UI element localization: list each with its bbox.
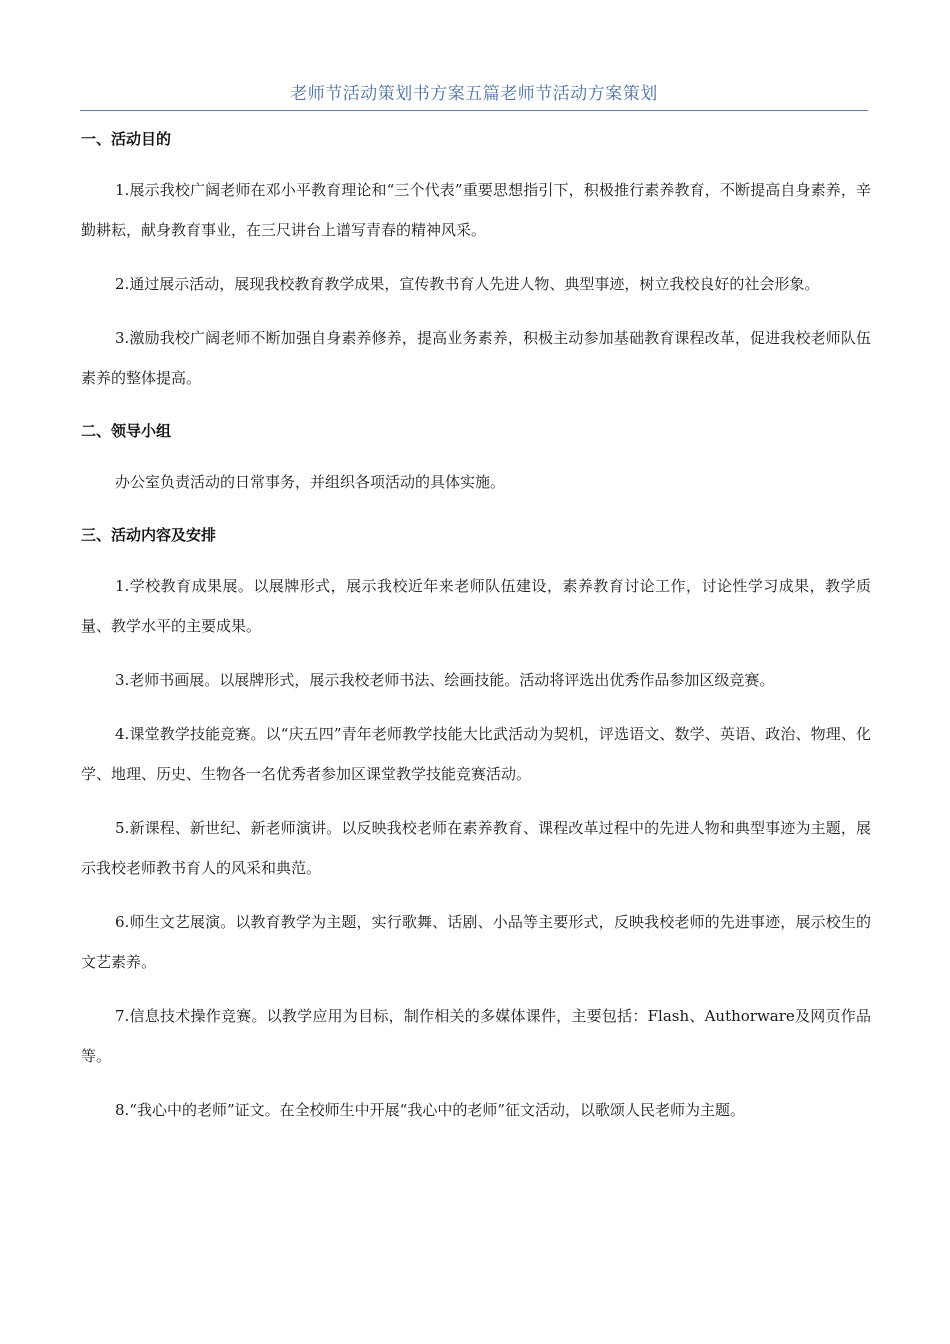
document-title: 老师节活动策划书方案五篇老师节活动方案策划 — [290, 84, 658, 104]
document-header — [80, 82, 868, 111]
paragraph: 1.学校教育成果展。以展牌形式，展示我校近年来老师队伍建设，素养教育讨论工作，讨论性学习成果，教学质量、教学水平的主要成果。 — [81, 577, 871, 635]
paragraph: 7.信息技术操作竞赛。以教学应用为目标，制作相关的多媒体课件，主要包括：Flash、Authorware及网页作品等。 — [81, 1007, 871, 1065]
document-body — [81, 122, 871, 1130]
section-heading-leadership: 二、领导小组 — [81, 422, 172, 440]
paragraph: 3.老师书画展。以展牌形式，展示我校老师书法、绘画技能。活动将评选出优秀作品参加区级竞赛。 — [115, 671, 775, 689]
paragraph: 5.新课程、新世纪、新老师演讲。以反映我校老师在素养教育、课程改革过程中的先进人物和典型事迹为主题，展示我校老师教书育人的风采和典范。 — [81, 819, 871, 877]
paragraph: 8.“我心中的老师”证文。在全校师生中开展“我心中的老师”征文活动，以歌颂人民老师为主题。 — [115, 1101, 745, 1119]
paragraph: 6.师生文艺展演。以教育教学为主题，实行歌舞、话剧、小品等主要形式，反映我校老师的先进事迹，展示校生的文艺素养。 — [81, 913, 871, 971]
paragraph: 4.课堂教学技能竞赛。以“庆五四”青年老师教学技能大比武活动为契机，评选语文、数学、英语、政治、物理、化学、地理、历史、生物各一名优秀者参加区课堂教学技能竞赛活动。 — [81, 725, 871, 783]
section-heading-activities: 三、活动内容及安排 — [81, 526, 217, 544]
paragraph: 1.展示我校广阔老师在邓小平教育理论和“三个代表”重要思想指引下，积极推行素养教育，不断提高自身素养，辛勤耕耘，献身教育事业，在三尺讲台上谱写青春的精神风采。 — [81, 181, 871, 239]
paragraph: 办公室负责活动的日常事务，并组织各项活动的具体实施。 — [115, 473, 506, 491]
paragraph: 2.通过展示活动，展现我校教育教学成果，宣传教书育人先进人物、典型事迹，树立我校良好的社会形象。 — [115, 275, 820, 293]
paragraph: 3.激励我校广阔老师不断加强自身素养修养，提高业务素养，积极主动参加基础教育课程改革，促进我校老师队伍素养的整体提高。 — [81, 329, 871, 387]
section-heading-purpose: 一、活动目的 — [81, 130, 172, 148]
